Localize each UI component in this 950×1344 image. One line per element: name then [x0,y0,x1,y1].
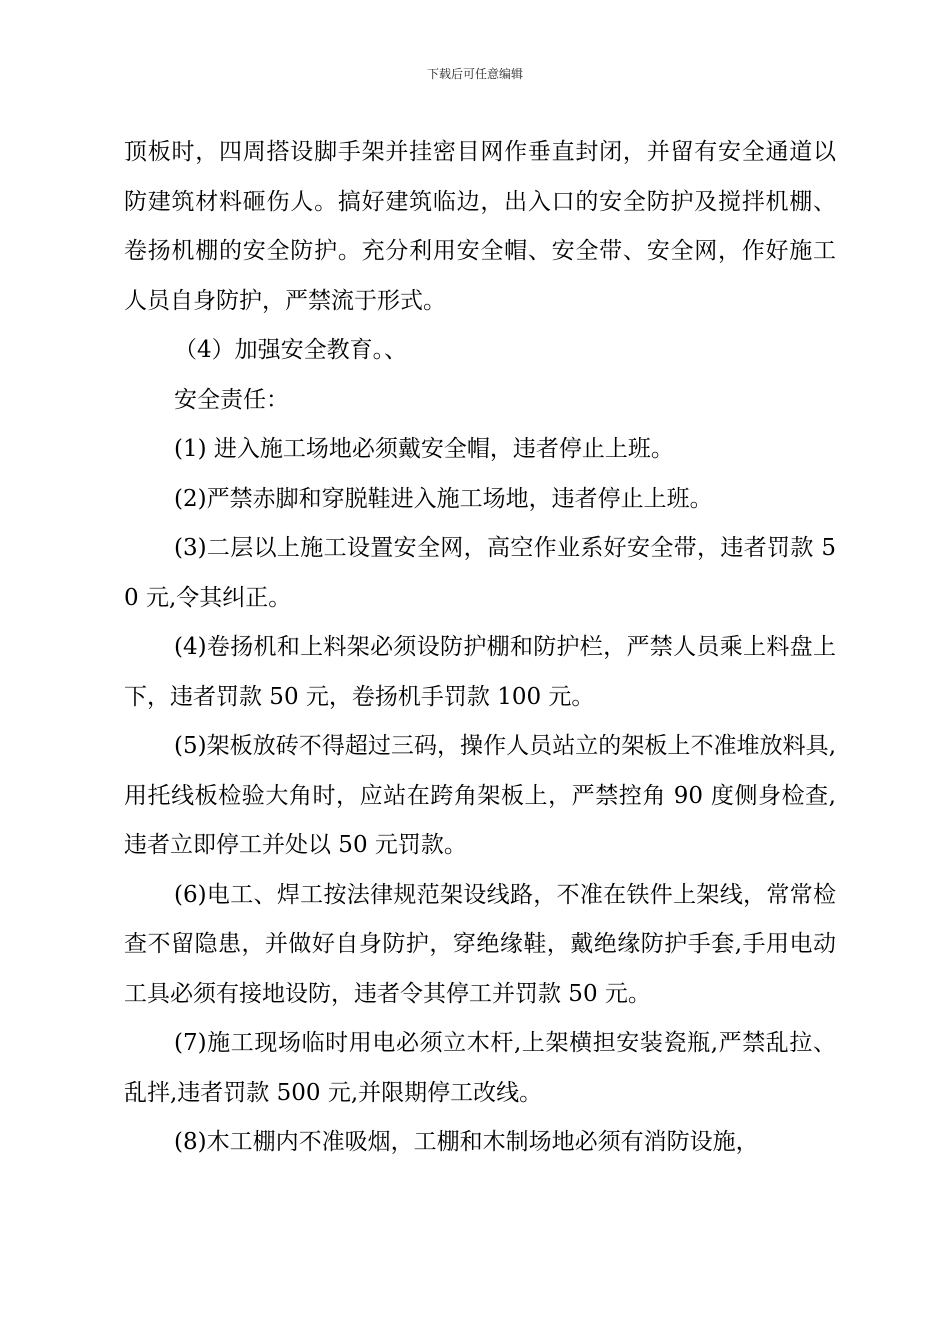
rule-item-4: (4)卷扬机和上料架必须设防护棚和防护栏，严禁人员乘上料盘上下，违者罚款 50 元，卷扬机手罚款 100 元。 [124,634,836,710]
paragraph-heading-safety-education: （4）加强安全教育。、 [174,337,408,363]
paragraph-safety-responsibility: 安全责任： [174,386,289,413]
rule-item-1: (1) 进入施工场地必须戴安全帽，违者停止上班。 [174,436,674,462]
page-header: 下载后可任意编辑 [426,67,523,81]
paragraph-continuation: 顶板时，四周搭设脚手架并挂密目网作垂直封闭，并留有安全通道以防建筑材料砸伤人。搞好建筑临边，出入口的安全防护及搅拌机棚、卷扬机棚的安全防护。充分利用安全帽、安全带、安全网，作好施工人员自身防护，严禁流于形式。 [124,139,836,314]
rule-item-6: (6)电工、焊工按法律规范架设线路，不准在铁件上架线，常常检查不留隐患，并做好自身防护，穿绝缘鞋，戴绝缘防护手套,手用电动工具必须有接地设防，违者令其停工并罚款 50 元。 [124,881,836,1007]
document-body [124,128,836,1168]
rule-item-5: (5)架板放砖不得超过三码，操作人员站立的架板上不准堆放料具,用托线板检验大角时，应站在跨角架板上，严禁控角 90 度侧身检查,违者立即停工并处以 50 元罚款。 [124,733,836,858]
rule-item-3: (3)二层以上施工设置安全网，高空作业系好安全带，违者罚款 50 元,令其纠正。 [124,535,836,611]
rule-item-2: (2)严禁赤脚和穿脱鞋进入施工场地，违者停止上班。 [174,485,713,512]
rule-item-7: (7)施工现场临时用电必须立木杆,上架横担安装瓷瓶,严禁乱拉、乱拌,违者罚款 500 元,并限期停工改线。 [124,1030,836,1106]
rule-item-8: (8)木工棚内不准吸烟，工棚和木制场地必须有消防设施， [174,1129,759,1155]
